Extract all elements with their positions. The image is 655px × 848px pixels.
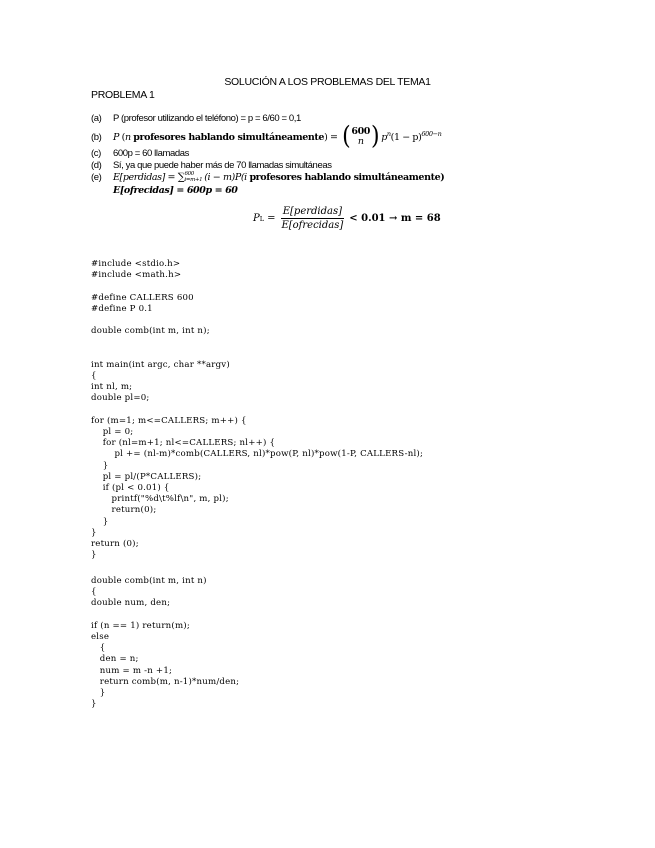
- p-symbol: p: [381, 131, 387, 143]
- expected-lost: E[perdidas]: [113, 172, 165, 183]
- item-a-text: P (profesor utilizando el teléfono) = p = 6/60 = 0,1: [113, 113, 301, 124]
- binom-top: 600: [351, 126, 370, 138]
- p-exponent: n: [386, 129, 391, 138]
- item-b-label: (b): [91, 131, 102, 143]
- item-d-text: Sí, ya que puede haber más de 70 llamadas simultáneas: [113, 160, 332, 171]
- prob-symbol: P: [113, 131, 119, 143]
- item-c-text: 600p = 60 llamadas: [113, 148, 189, 159]
- pl-symbol: P: [253, 213, 260, 224]
- binom-bottom: n: [357, 136, 364, 147]
- pl-result: < 0.01 → m = 68: [349, 213, 441, 224]
- item-e-line2: [113, 185, 238, 196]
- sum-upper: 600: [184, 171, 194, 177]
- one-minus-p: (1 − p): [390, 131, 422, 143]
- sum-term-event: profesores hablando simultáneamente): [249, 172, 445, 183]
- pl-subscript: L: [259, 214, 265, 223]
- expected-offered: E[ofrecidas] = 600p = 60: [113, 185, 238, 196]
- problem-heading: PROBLEMA 1: [91, 89, 155, 101]
- sum-icon: ∑: [177, 172, 185, 183]
- item-d: [91, 160, 332, 171]
- fraction: [279, 206, 345, 231]
- item-e-formula: E[perdidas] = ∑ 600 i=m+1 (i − m)P(i profesores hablando simultáneamente): [113, 171, 445, 183]
- item-e: [91, 172, 444, 183]
- fraction-numerator: E[perdidas]: [282, 206, 343, 217]
- one-minus-p-exponent: 600−n: [421, 129, 442, 138]
- item-b-formula: P (n profesores hablando simultáneamente) = ( 600 n ) $p^n(1 - p)^{600-n}$: [113, 122, 442, 151]
- item-c-label: (c): [91, 148, 101, 159]
- page-title: SOLUCIÓN A LOS PROBLEMAS DEL TEMA1: [224, 76, 431, 88]
- binomial-coefficient: ( 600 n ): [342, 122, 380, 151]
- item-e-label: (e): [91, 172, 102, 183]
- item-b-event: profesores hablando simultáneamente: [133, 131, 325, 143]
- fraction-denominator: E[ofrecidas]: [281, 220, 344, 231]
- item-a-label: (a): [91, 113, 102, 124]
- n-symbol: n: [124, 131, 131, 143]
- loss-probability-formula: P L = $\frac{\text{E[perdidas]}}{\text{E[ofrecidas]}}$ < 0.01 → m = 68: [253, 206, 441, 231]
- item-c: [91, 148, 189, 159]
- sum-limits: [185, 172, 203, 183]
- code-main: #include <stdio.h> #include <math.h> #define CALLERS 600 #define P 0.1 double comb(int m, int n); int main(int argc, char **argv) { int nl, m; double pl=0; for (m=1; m<=CALLERS; m++) { pl = 0; for (nl=m+1; nl<=CALLERS; nl++) { pl += (nl-m)*comb(CALLERS, nl)*pow(P, nl)*pow(1-P, CALLERS-nl); } pl = pl/(P*CALLERS); if (pl < 0.01) { printf("%d\t%lf\n", m, pl); return(0); } } return (0); }: [91, 259, 424, 561]
- sum-lower: i=m+1: [184, 176, 203, 183]
- item-b: [91, 122, 442, 151]
- sum-term: (i − m)P(i: [204, 172, 247, 183]
- code-comb: double comb(int m, int n) { double num, den; if (n == 1) return(m); else { den = n; num = m -n +1; return comb(m, n-1)*num/den; } }: [91, 576, 240, 710]
- item-d-label: (d): [91, 160, 102, 171]
- item-a: [91, 113, 301, 124]
